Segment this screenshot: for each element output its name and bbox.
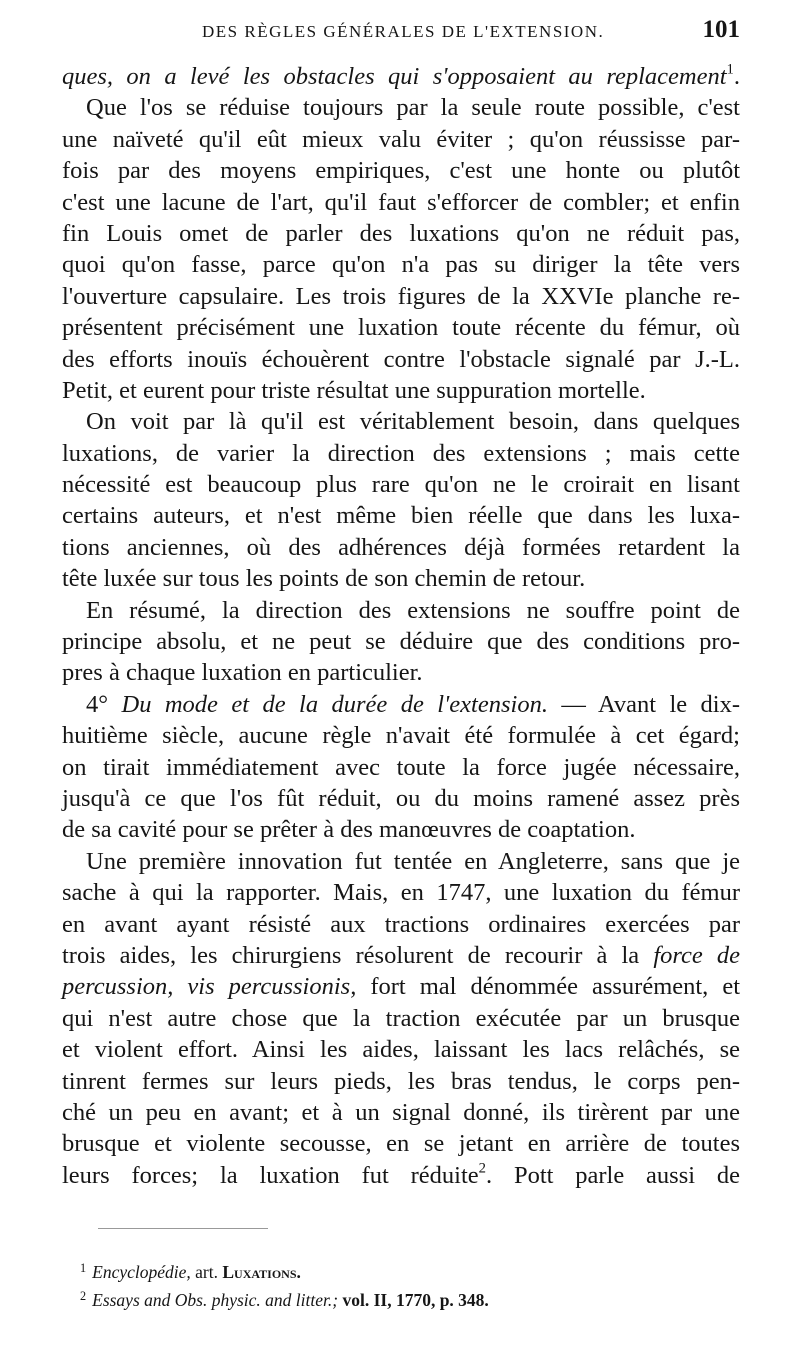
text-line: des efforts inouïs échouèrent contre l'obstacle signalé par J.-L. [62, 345, 740, 373]
text-line: tinrent fermes sur leurs pieds, les bras tendus, le corps pen- [62, 1067, 740, 1095]
text-line: huitième siècle, aucune règle n'avait été formulée à cet égard; [62, 722, 740, 750]
section-title: Du mode et de la durée de l'extension. [121, 690, 548, 718]
text-line: tions anciennes, où des adhérences déjà formées retardent la [62, 533, 740, 561]
text-line: trois aides, les chirurgiens résolurent de recourir à la force de [62, 941, 740, 969]
footnote-ref: 1 [726, 61, 734, 78]
footnote-mark: 1 [80, 1261, 87, 1275]
text-line: certains auteurs, et n'est même bien réelle que dans les luxa- [62, 502, 740, 530]
running-title: DES RÈGLES GÉNÉRALES DE L'EXTENSION. [202, 22, 605, 41]
paragraph-start: Que l'os se réduise toujours par la seule route possible, c'est [86, 94, 740, 122]
section-heading-line: 4° Du mode et de la durée de l'extension. — Avant le dix- [86, 690, 741, 718]
text-line: quoi qu'on fasse, parce qu'on n'a pas su diriger la tête vers [62, 251, 740, 279]
text-line: principe absolu, et ne peut se déduire que des conditions pro- [62, 628, 740, 656]
text-line: percussion, vis percussionis, fort mal dénommée assurément, et [62, 973, 740, 1001]
section-number: 4° [86, 690, 109, 718]
footnote: $^2$ Essays and Obs. physic. and litter.; vol. II, 1770, p. 348. [80, 1289, 489, 1311]
text-line: l'ouverture capsulaire. Les trois figures de la XXVIe planche re- [62, 282, 740, 310]
text-line: nécessité est beaucoup plus rare qu'on ne le croirait en lisant [62, 471, 740, 499]
text-line: ques, on a levé les obstacles qui s'opposaient au replacement$^1$. [62, 61, 740, 90]
text-line: jusqu'à ce que l'os fût réduit, ou du moins ramené assez près [62, 784, 740, 812]
text-line: c'est une lacune de l'art, qu'il faut s'efforcer de combler; et enfin [62, 188, 740, 216]
text-line: fin Louis omet de parler des luxations qu'on ne réduit pas, [62, 219, 740, 247]
footnote: $^1$ Encyclopédie, art. Luxations. [80, 1261, 301, 1283]
footnote-divider [98, 1228, 268, 1229]
paragraph-start: Une première innovation fut tentée en Angleterre, sans que je [86, 847, 740, 875]
footnotes [80, 1254, 680, 1310]
paragraph-end: de sa cavité pour se prêter à des manœuvres de coaptation. [62, 816, 636, 844]
text-line: on tirait immédiatement avec toute la force jugée nécessaire, [62, 753, 740, 781]
text-line: ché un peu en avant; et à un signal donné, ils tirèrent par une [62, 1098, 740, 1126]
paragraph-start: En résumé, la direction des extensions ne souffre point de [86, 596, 740, 624]
paragraph-end: tête luxée sur tous les points de son chemin de retour. [62, 565, 586, 593]
text-line: fois par des moyens empiriques, c'est une honte ou plutôt [62, 157, 740, 185]
text-line: présentent précisément une luxation toute récente du fémur, où [62, 314, 740, 342]
text-line: luxations, de varier la direction des extensions ; mais cette [62, 439, 740, 467]
paragraph-end: pres à chaque luxation en particulier. [62, 659, 423, 687]
text-line: et violent effort. Ainsi les aides, laissant les lacs relâchés, se [62, 1036, 740, 1064]
page-header [62, 14, 740, 54]
text-line: brusque et violente secousse, en se jetant en arrière de toutes [62, 1130, 740, 1158]
footnote-mark: 2 [80, 1289, 87, 1303]
text-line: une naïveté qu'il eût mieux valu éviter ; qu'on réussisse par- [62, 125, 740, 153]
text-line: sache à qui la rapporter. Mais, en 1747, une luxation du fémur [62, 879, 740, 907]
text-line: en avant ayant résisté aux tractions ordinaires exercées par [62, 910, 740, 938]
page-number: 101 [702, 16, 740, 43]
footnote-ref: 2 [478, 1160, 486, 1177]
paragraph-end: Petit, et eurent pour triste résultat une suppuration mortelle. [62, 376, 646, 404]
body-text [62, 61, 740, 1191]
text-line: leurs forces; la luxation fut réduite$^2$. Pott parle aussi de [62, 1160, 740, 1189]
paragraph-start: On voit par là qu'il est véritablement besoin, dans quelques [86, 408, 740, 436]
text-line: qui n'est autre chose que la traction exécutée par un brusque [62, 1004, 740, 1032]
